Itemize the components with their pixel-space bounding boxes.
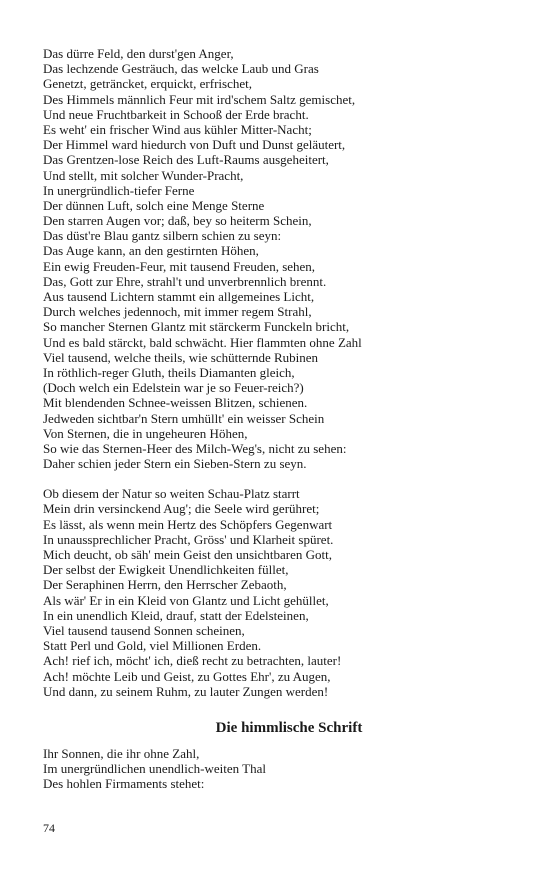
- verse-line: Und dann, zu seinem Ruhm, zu lauter Zungen werden!: [43, 683, 329, 699]
- verse-line: Der Himmel ward hiedurch von Duft und Dunst geläutert,: [43, 137, 346, 153]
- verse-line: Durch welches jedennoch, mit immer regem Strahl,: [43, 304, 312, 320]
- verse-line: Und stellt, mit solcher Wunder-Pracht,: [43, 167, 244, 183]
- verse-line: Ein ewig Freuden-Feur, mit tausend Freuden, sehen,: [43, 258, 316, 274]
- verse-line: In unaussprechlicher Pracht, Gröss' und Klarheit spüret.: [43, 531, 334, 547]
- verse-line: Ach! möchte Leib und Geist, zu Gottes Ehr', zu Augen,: [43, 668, 331, 684]
- verse-line: Der dünnen Luft, solch eine Menge Sterne: [43, 197, 265, 213]
- verse-line: In röthlich-reger Gluth, theils Diamanten gleich,: [43, 364, 295, 380]
- verse-line: Statt Perl und Gold, viel Millionen Erden.: [43, 638, 262, 654]
- verse-line: Das Auge kann, an den gestirnten Höhen,: [43, 243, 259, 259]
- verse-line: In ein unendlich Kleid, drauf, statt der Edelsteinen,: [43, 607, 309, 623]
- verse-line: Viel tausend tausend Sonnen scheinen,: [43, 622, 245, 638]
- verse-line: Der selbst der Ewigkeit Unendlichkeiten füllet,: [43, 562, 289, 578]
- verse-line: In unergründlich-tiefer Ferne: [43, 182, 195, 198]
- page-body: [43, 46, 513, 791]
- verse-line: Das Grentzen-lose Reich des Luft-Raums ausgeheitert,: [43, 152, 329, 168]
- verse-line: Ach! rief ich, möcht' ich, dieß recht zu betrachten, lauter!: [43, 653, 342, 669]
- verse-line: Mich deucht, ob säh' mein Geist den unsichtbaren Gott,: [43, 547, 333, 562]
- verse-line: Ob diesem der Natur so weiten Schau-Platz starrt: [43, 486, 300, 502]
- verse-line: Es lässt, als wenn mein Hertz des Schöpfers Gegenwart: [43, 516, 333, 532]
- poem-title: Die himmlische Schrift: [215, 719, 363, 736]
- verse-line: So wie das Sternen-Heer des Milch-Weg's, nicht zu sehen:: [43, 440, 347, 456]
- verse-line: Jedweden sichtbar'n Stern umhüllt' ein weisser Schein: [43, 410, 325, 426]
- verse-line: Aus tausend Lichtern stammt ein allgemeines Licht,: [43, 289, 315, 304]
- verse-line: Des Himmels männlich Feur mit ird'schem Saltz gemischet,: [43, 91, 356, 107]
- verse-line: Von Sternen, die in ungeheuren Höhen,: [43, 425, 248, 441]
- verse-line: Das düst're Blau gantz silbern schien zu seyn:: [43, 228, 282, 244]
- verse-line: Der Seraphinen Herrn, den Herrscher Zebaoth,: [43, 577, 287, 593]
- stanza-separator: [43, 471, 513, 486]
- page-number: 74: [43, 821, 55, 835]
- verse-line: Den starren Augen vor; daß, bey so heiterm Schein,: [43, 213, 312, 229]
- verse-line: Mit blendenden Schnee-weissen Blitzen, schienen.: [43, 395, 308, 411]
- poem-stanza-2: [43, 486, 513, 699]
- verse-line: Das dürre Feld, den durst'gen Anger,: [43, 46, 234, 61]
- verse-line: Des hohlen Firmaments stehet:: [43, 776, 205, 792]
- verse-line: Daher schien jeder Stern ein Sieben-Stern zu seyn.: [43, 456, 307, 472]
- verse-line: Als wär' Er in ein Kleid von Glantz und Licht gehüllet,: [43, 592, 329, 608]
- verse-line: Und es bald stärckt, bald schwächt. Hier flammten ohne Zahl: [43, 334, 362, 350]
- verse-line: Ihr Sonnen, die ihr ohne Zahl,: [43, 745, 200, 761]
- verse-line: So mancher Sternen Glantz mit stärckerm Funckeln bricht,: [43, 319, 350, 335]
- verse-line: Viel tausend, welche theils, wie schütternde Rubinen: [43, 349, 319, 365]
- verse-line: Im unergründlichen unendlich-weiten Thal: [43, 761, 266, 777]
- poem-stanza-1: [43, 46, 513, 471]
- verse-line: Das, Gott zur Ehre, strahl't und unverbrennlich brennt.: [43, 273, 327, 289]
- verse-line: Mein drin versinckend Aug'; die Seele wird gerühret;: [43, 501, 320, 517]
- verse-line: Genetzt, geträncket, erquickt, erfrischet,: [43, 76, 252, 92]
- verse-line: (Doch welch ein Edelstein war je so Feuer-reich?): [43, 380, 304, 396]
- verse-line: Es weht' ein frischer Wind aus kühler Mitter-Nacht;: [43, 121, 312, 137]
- verse-line: Das lechzende Gesträuch, das welcke Laub und Gras: [43, 61, 319, 77]
- verse-line: Und neue Fruchtbarkeit in Schooß der Erde bracht.: [43, 106, 309, 122]
- poem-2-opening-lines: [43, 746, 513, 792]
